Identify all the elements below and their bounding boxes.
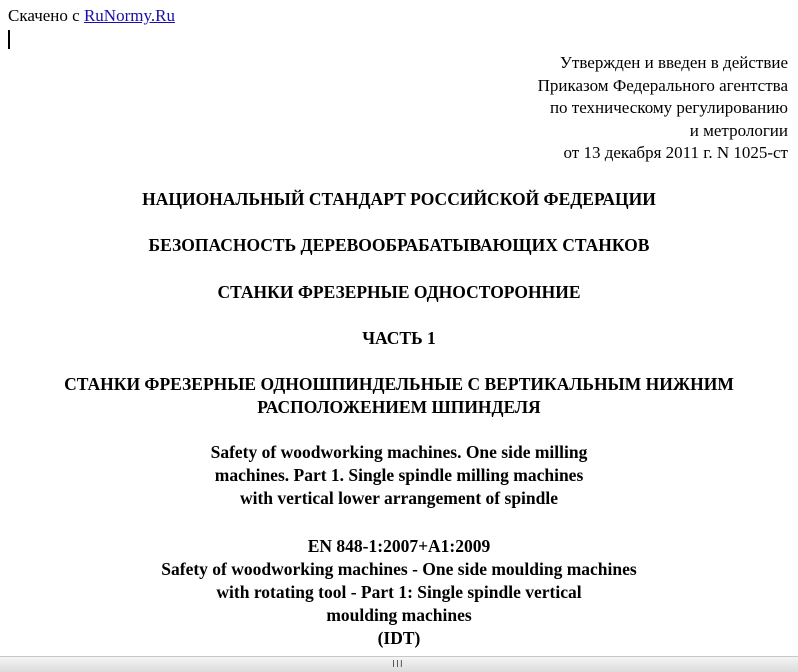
en-standard-code: EN 848-1:2007+A1:2009 [307,536,491,556]
title-safety: БЕЗОПАСНОСТЬ ДЕРЕВООБРАБАТЫВАЮЩИХ СТАНКОВ [148,235,650,255]
approval-line: Утвержден и введен в действие [559,53,788,72]
text-cursor [8,30,10,49]
title-single-spindle [0,373,798,419]
en-standard-block [0,535,798,650]
approval-line: по техническому регулированию [549,98,788,117]
approval-line: от 13 декабря 2011 г. N 1025-ст [563,143,788,162]
download-prefix: Скачено с [8,6,80,25]
english-title-line: Safety of woodworking machines. One side milling [210,442,588,462]
en-standard-line: Safety of woodworking machines - One side moulding machines [161,559,637,579]
approval-line: Приказом Федерального агентства [537,75,788,95]
approval-block [368,52,788,165]
title-part: ЧАСТЬ 1 [362,328,436,348]
english-title-line: machines. Part 1. Single spindle milling machines [214,465,584,485]
title-single-spindle-line: РАСПОЛОЖЕНИЕМ ШПИНДЕЛЯ [257,397,541,417]
en-standard-line: moulding machines [326,605,472,625]
en-standard-line: with rotating tool - Part 1: Single spindle vertical [216,582,582,602]
title-national-standard: НАЦИОНАЛЬНЫЙ СТАНДАРТ РОССИЙСКОЙ ФЕДЕРАЦИИ [142,189,656,209]
english-title-line: with vertical lower arrangement of spindle [239,488,559,508]
horizontal-scrollbar[interactable] [0,656,798,672]
idt-label: (IDT) [377,628,421,648]
approval-line: и метрологии [689,120,788,140]
english-title [0,441,798,510]
title-single-spindle-line: СТАНКИ ФРЕЗЕРНЫЕ ОДНОШПИНДЕЛЬНЫЕ С ВЕРТИКАЛЬНЫМ НИЖНИМ [64,374,734,394]
runormy-link[interactable]: RuNormy.Ru [83,6,175,25]
download-source-line [8,6,175,26]
scrollbar-grip-icon[interactable]: III [392,659,404,670]
title-one-side-milling: СТАНКИ ФРЕЗЕРНЫЕ ОДНОСТОРОННИЕ [217,282,581,302]
